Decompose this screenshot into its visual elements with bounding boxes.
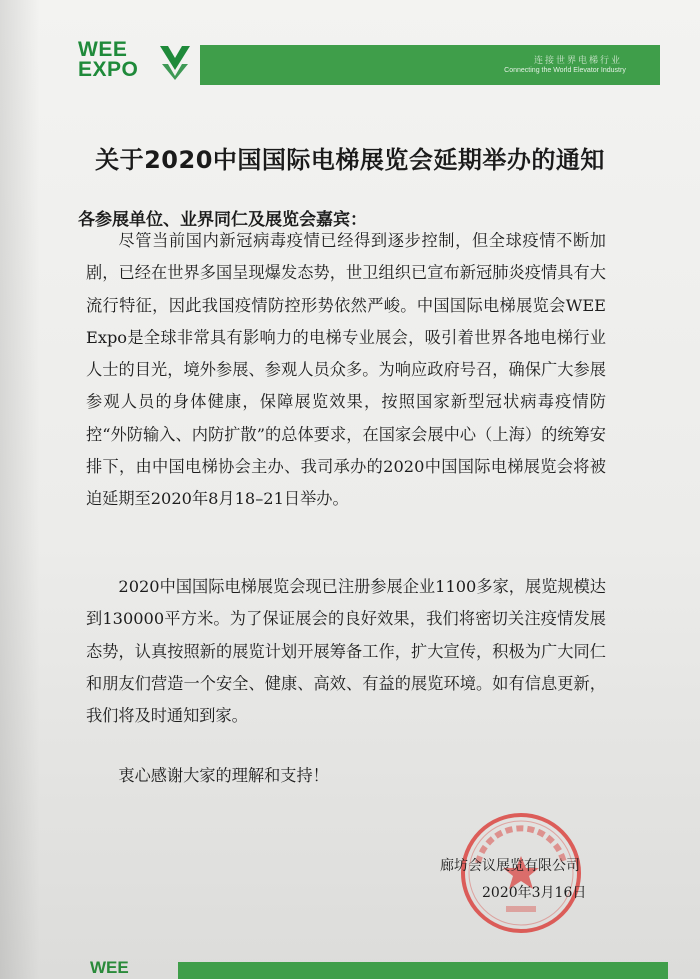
salutation: 各参展单位、业界同仁及展览会嘉宾： [78,210,367,230]
footer-logo-text: WEE [90,958,129,977]
signatory-company: 廊坊会议展览有限公司 [440,858,580,874]
paragraph-thanks: 衷心感谢大家的理解和支持！ [118,766,329,785]
logo-line-expo: EXPO [78,58,139,81]
logo-line-wee: WEE [78,38,128,61]
notice-date: 2020年3月16日 [482,885,587,901]
paragraph-postponement: 尽管当前国内新冠病毒疫情已经得到逐步控制，但全球疫情不断加剧，已经在世界多国呈现爆发态势，世卫组织已宣布新冠肺炎疫情具有大流行特征，因此我国疫情防控形势依然严峻。中国国际电梯展览会WEE Expo是全球非常具有影响力的电梯专业展会，吸引着世界各地电梯行业人士的目光，境外参展、参观人员众多。为响应政府号召，确保广大参展参观人员的身体健康，保障展览效果，按照国家新型冠状病毒疫情防控“外防输入、内防扩散”的总体要求，在国家会展中心（上海）的统筹安排下，由中国电梯协会主办、我司承办的2020中国国际电梯展览会将被迫延期至2020年8月18–21日举办。 [86,231,606,509]
header-slogan: 连接世界电梯行业 [533,55,622,65]
header-tagline: Connecting the World Elevator Industry [504,67,626,74]
wee-expo-chevron-icon [158,42,192,80]
wee-expo-logo [78,40,138,80]
paragraph-exhibition-scale: 2020中国国际电梯展览会现已注册参展企业1100多家，展览规模达到130000平方米。为了保证展会的良好效果，我们将密切关注疫情发展态势，认真按照新的展览计划开展筹备工作，扩大宣传，积极为广大同仁和朋友们营造一个安全、健康、高效、有益的展览环境。如有信息更新，我们将及时通知到家。 [86,577,606,726]
notice-title: 关于2020中国国际电梯展览会延期举办的通知 [95,146,605,174]
footer-banner [178,962,668,979]
